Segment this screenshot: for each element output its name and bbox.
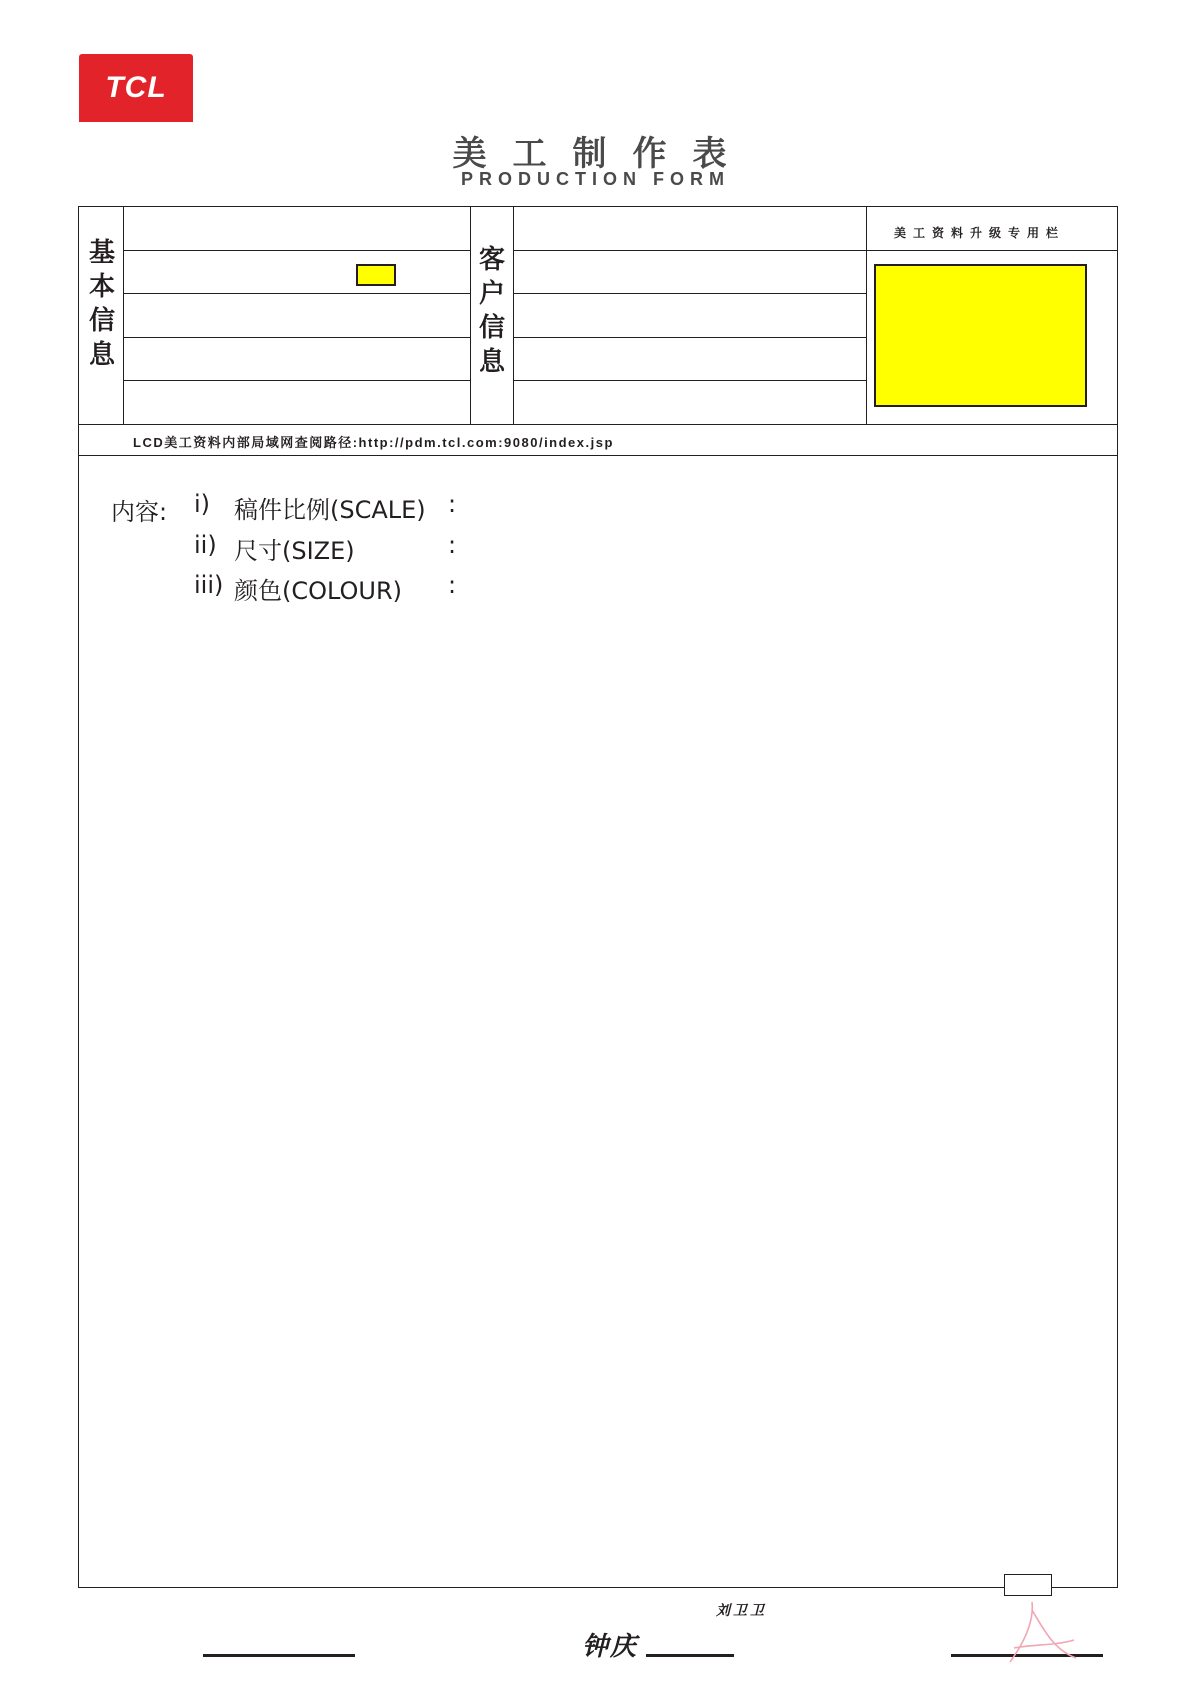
basic-field-row-line [123, 380, 470, 381]
page-box [1004, 1574, 1052, 1596]
content-item-colon: : [448, 490, 457, 518]
basic-field-row-line [123, 250, 470, 251]
tcl-logo [79, 54, 193, 122]
form-title-en: PRODUCTION FORM [461, 169, 730, 189]
grid-divider [866, 206, 867, 424]
content-item-text: 尺寸(SIZE) [234, 537, 355, 565]
content-item-num: ii) [194, 531, 217, 559]
form-title-cn: 美工制作表 [452, 134, 753, 174]
form-frame [78, 206, 1118, 1588]
customer-info-label: 客 户 信 息 [478, 245, 505, 377]
logo-text: TCL [105, 71, 167, 104]
content-item-text: 稿件比例(SCALE) [234, 496, 426, 524]
basic-info-label: 基 本 信 息 [88, 238, 115, 370]
content-item-colon: : [448, 571, 457, 599]
customer-field-row-line [513, 250, 866, 251]
upgrade-highlight-box [874, 264, 1087, 407]
signature-big: 钟庆 [582, 1632, 639, 1662]
pdm-url[interactable]: LCD美工资料内部局域网查阅路径:http://pdm.tcl.com:9080/index.jsp [133, 435, 614, 450]
signature-line-middle [646, 1654, 734, 1657]
url-row-bottom-line [78, 455, 1118, 456]
customer-field-row-line [513, 380, 866, 381]
signature-small: 刘卫卫 [716, 1603, 767, 1619]
content-item-colon: : [448, 531, 457, 559]
signature-line-left [203, 1654, 355, 1657]
upgrade-header-line [866, 250, 1118, 251]
url-row-top-line [78, 424, 1118, 425]
upgrade-column-label: 美工资料升级专用栏 [894, 226, 1066, 240]
yellow-marker [356, 264, 396, 286]
content-item-num: i) [194, 490, 211, 518]
basic-field-row-line [123, 293, 470, 294]
content-item-text: 颜色(COLOUR) [234, 577, 403, 605]
customer-field-row-line [513, 293, 866, 294]
basic-field-row-line [123, 337, 470, 338]
content-label: 内容: [111, 498, 168, 526]
content-item-num: iii) [194, 571, 224, 599]
signature-mark [1004, 1600, 1084, 1670]
customer-field-row-line [513, 337, 866, 338]
